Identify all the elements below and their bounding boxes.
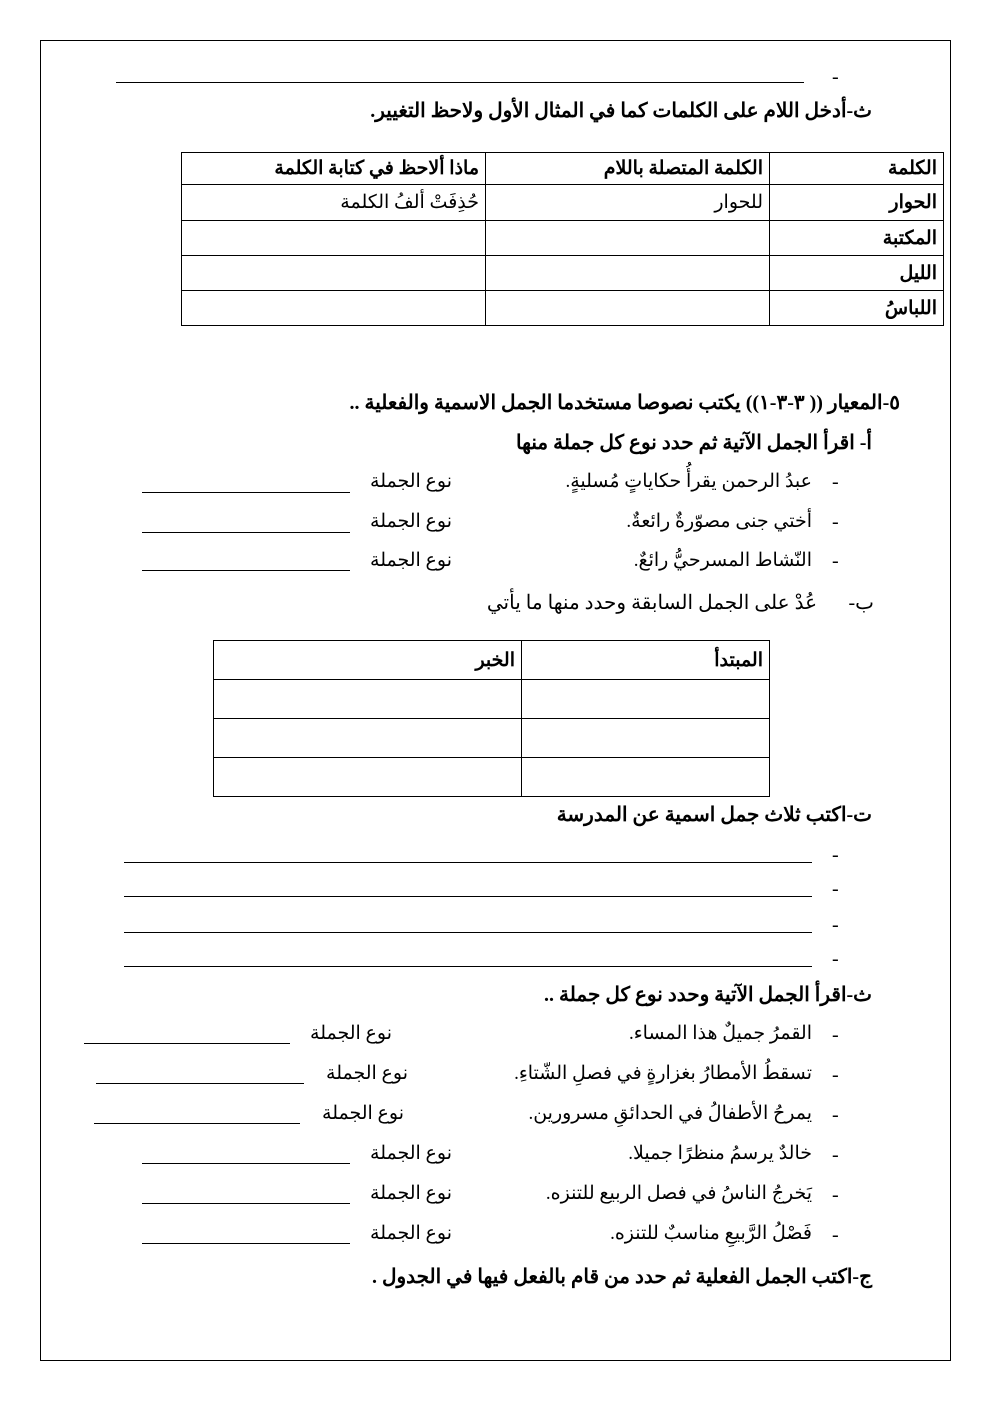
subject-predicate-table — [213, 640, 770, 797]
table-cell[interactable] — [522, 758, 770, 797]
answer-line[interactable] — [142, 1163, 350, 1164]
bullet-dash: - — [832, 1144, 839, 1166]
type-label: نوع الجملة — [370, 1143, 452, 1164]
lam-table — [181, 152, 944, 326]
bullet-dash: - — [832, 66, 839, 88]
answer-line[interactable] — [142, 570, 350, 571]
part-b-label: ب- — [848, 592, 874, 614]
table-cell[interactable] — [214, 719, 522, 758]
type-label: نوع الجملة — [322, 1103, 404, 1124]
table-cell-lam[interactable] — [486, 291, 770, 326]
answer-line[interactable] — [142, 1243, 350, 1244]
type-label: نوع الجملة — [370, 511, 452, 532]
answer-line[interactable] — [142, 1203, 350, 1204]
answer-line[interactable] — [116, 82, 804, 83]
type-label: نوع الجملة — [370, 471, 452, 492]
bullet-dash: - — [832, 1224, 839, 1246]
bullet-dash: - — [832, 878, 839, 900]
answer-line[interactable] — [94, 1123, 300, 1124]
section-title: ث-أدخل اللام على الكلمات كما في المثال الأول ولاحظ التغيير. — [370, 100, 872, 122]
table-cell-note: حُذِفَتْ ألفُ الكلمة — [182, 185, 486, 221]
part-j-title: ج-اكتب الجمل الفعلية ثم حدد من قام بالفعل فيها في الجدول . — [371, 1266, 872, 1288]
table-header: الكلمة — [770, 153, 944, 185]
bullet-dash: - — [832, 1184, 839, 1206]
part-t-title: ت-اكتب ثلاث جمل اسمية عن المدرسة — [556, 804, 872, 826]
answer-line[interactable] — [96, 1083, 304, 1084]
table-cell-lam[interactable] — [486, 256, 770, 291]
table-cell[interactable] — [214, 758, 522, 797]
bullet-dash: - — [832, 1064, 839, 1086]
table-cell-word: اللباسُ — [770, 291, 944, 326]
type-label: نوع الجملة — [370, 1183, 452, 1204]
table-cell-word: الحوار — [770, 185, 944, 221]
bullet-dash: - — [832, 471, 839, 493]
sentence: يَخرجُ الناسُ في فصل الربيع للتنزه. — [545, 1183, 812, 1204]
bullet-dash: - — [832, 511, 839, 533]
answer-line[interactable] — [124, 932, 812, 933]
sentence: القمرُ جميلٌ هذا المساء. — [629, 1023, 812, 1044]
sentence: خالدٌ يرسمُ منظرًا جميلا. — [628, 1143, 812, 1164]
answer-line[interactable] — [124, 966, 812, 967]
type-label: نوع الجملة — [370, 550, 452, 571]
table-cell-note[interactable] — [182, 221, 486, 256]
part-b-title: عُدْ على الجمل السابقة وحدد منها ما يأتي — [486, 592, 817, 614]
sentence: النّشاط المسرحيُّ رائعٌ. — [633, 550, 812, 571]
standard-title: ٥-المعيار (( ٣-٣-١)) يكتب نصوصا مستخدما الجمل الاسمية والفعلية .. — [349, 392, 900, 414]
answer-line[interactable] — [142, 492, 350, 493]
sentence: فَصْلُ الرَّبيعِ مناسبٌ للتنزه. — [610, 1223, 812, 1244]
bullet-dash: - — [832, 1024, 839, 1046]
sentence: عبدُ الرحمن يقرأُ حكاياتٍ مُسليةٍ. — [565, 471, 812, 492]
table-cell-lam: للحوار — [486, 185, 770, 221]
bullet-dash: - — [832, 844, 839, 866]
answer-line[interactable] — [124, 862, 812, 863]
answer-line[interactable] — [84, 1043, 290, 1044]
table-cell-lam[interactable] — [486, 221, 770, 256]
bullet-dash: - — [832, 914, 839, 936]
sentence: أختي جنى مصوّرةٌ رائعةٌ. — [626, 511, 812, 532]
table-cell-word: الليل — [770, 256, 944, 291]
table-cell[interactable] — [214, 680, 522, 719]
answer-line[interactable] — [124, 896, 812, 897]
table-cell[interactable] — [522, 719, 770, 758]
type-label: نوع الجملة — [310, 1023, 392, 1044]
table-cell-word: المكتبة — [770, 221, 944, 256]
part-th-title: ث-اقرأ الجمل الآتية وحدد نوع كل جملة .. — [544, 984, 872, 1006]
answer-line[interactable] — [142, 532, 350, 533]
table-cell-note[interactable] — [182, 256, 486, 291]
table-header: ماذا ألاحظ في كتابة الكلمة — [182, 153, 486, 185]
table-header: الخبر — [214, 641, 522, 680]
table-header: المبتدأ — [522, 641, 770, 680]
bullet-dash: - — [832, 550, 839, 572]
table-header: الكلمة المتصلة باللام — [486, 153, 770, 185]
sentence: يمرحُ الأطفالُ في الحدائقِ مسرورين. — [528, 1103, 812, 1124]
bullet-dash: - — [832, 1104, 839, 1126]
type-label: نوع الجملة — [370, 1223, 452, 1244]
sentence: تسقطُ الأمطارُ بغزارةٍ في فصلِ الشّتاءِ. — [514, 1063, 812, 1084]
table-cell-note[interactable] — [182, 291, 486, 326]
table-cell[interactable] — [522, 680, 770, 719]
bullet-dash: - — [832, 948, 839, 970]
part-a-title: أ- اقرأ الجمل الآتية ثم حدد نوع كل جملة منها — [516, 432, 872, 454]
type-label: نوع الجملة — [326, 1063, 408, 1084]
